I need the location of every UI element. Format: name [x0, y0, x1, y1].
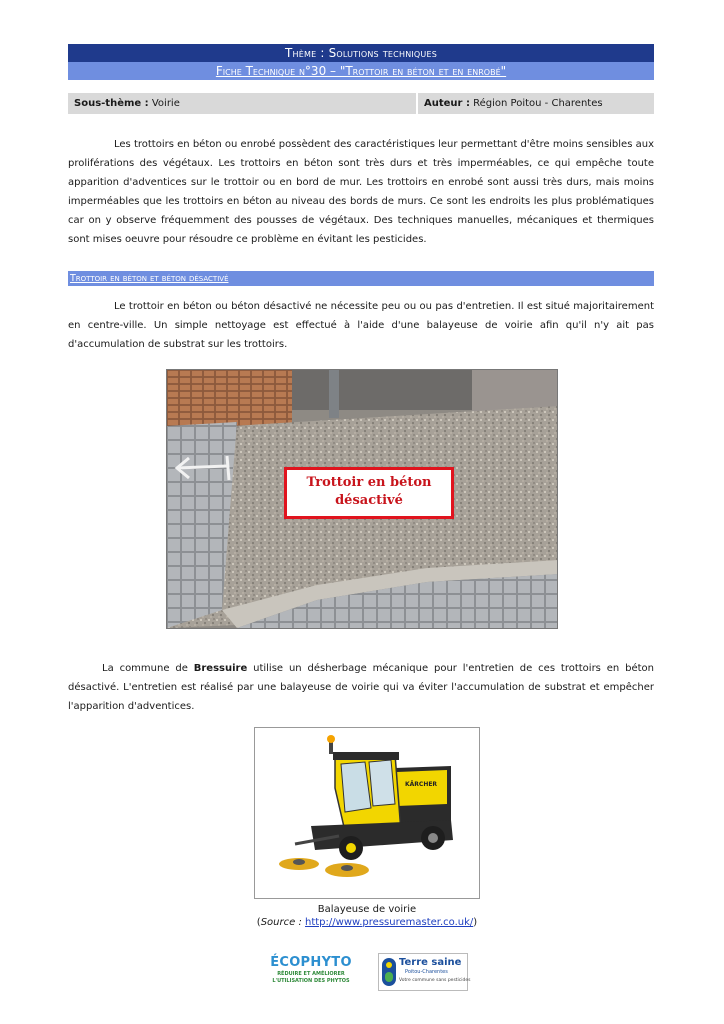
- photo-label-line2: désactivé: [335, 493, 403, 508]
- document-fiche-bar: [68, 62, 654, 80]
- theme-title: Thème : Solutions techniques: [284, 46, 438, 60]
- sous-theme-cell: [68, 93, 416, 114]
- ecophyto-wordmark: ÉCOPHYTO: [270, 955, 352, 970]
- sidewalk-photo: [166, 369, 558, 629]
- sous-theme-label: Sous-thème :: [74, 98, 149, 109]
- ecophyto-tagline-1: RÉDUIRE ET AMÉLIORER: [277, 971, 345, 977]
- source-label: Source :: [260, 917, 305, 928]
- section-paragraph: Le trottoir en béton ou béton désactivé ne nécessite peu ou ou pas d'entretien. Il est situé majoritairement en centre-ville. Un simple nettoyage est effectué à l'aide d'une balayeuse de voirie afin qu'il n'y ait pas d'accumulation de substrat sur les trottoirs.: [68, 301, 654, 350]
- photo-label-box: [284, 467, 454, 519]
- terre-saine-tagline: Votre commune sans pesticides: [399, 978, 471, 983]
- photo-label-line1: Trottoir en béton: [306, 475, 432, 490]
- bressuire-suffix: utilise un désherbage mécanique pour l'entretien de ces trottoirs en béton désactivé. L'entretien est réalisé par une balayeuse de voirie qui va éviter l'accumulation de substrat et empêcher l'apparition d'adventices.: [68, 663, 654, 712]
- auteur-value: Région Poitou - Charentes: [473, 98, 603, 109]
- ecophyto-tagline-2: L'UTILISATION DES PHYTOS: [272, 978, 350, 984]
- section-header: [68, 271, 654, 286]
- terre-saine-logo: [378, 953, 471, 991]
- ecophyto-logo: [265, 955, 357, 991]
- source-link[interactable]: http://www.pressuremaster.co.uk/: [305, 917, 474, 928]
- figure-source: (Source : http://www.pressuremaster.co.uk/): [256, 917, 478, 928]
- sweeper-photo: [254, 727, 480, 899]
- document-theme-bar: [68, 44, 654, 62]
- figure-caption: Balayeuse de voirie: [317, 904, 417, 915]
- terre-saine-title: Terre saine: [399, 957, 462, 968]
- bressuire-prefix: La commune de: [102, 663, 194, 674]
- auteur-label: Auteur :: [424, 98, 470, 109]
- section-title: Trottoir en béton et béton désactivé: [70, 273, 229, 284]
- intro-paragraph: Les trottoirs en béton ou enrobé possèdent des caractéristiques leur permettant d'être moins sensibles aux proliférations des végétaux. Les trottoirs en béton sont très durs et très imperméables, ce qui empêche toute apparition d'adventices sur le trottoir ou en bord de mur. Les trottoirs en enrobé sont aussi très durs, mais moins imperméables que les trottoirs en béton au niveau des bords de murs. Ce sont les endroits les plus problématiques car on y observe fréquemment des pousses de végétaux. Des techniques manuelles, mécaniques et thermiques sont mises oeuvre pour résoudre ce problème en évitant les pesticides.: [68, 139, 654, 245]
- fiche-title: Fiche Technique n°30 – "Trottoir en béton et en enrobé": [215, 64, 507, 78]
- bressuire-paragraph: [68, 659, 654, 716]
- terre-saine-subtitle: Poitou-Charentes: [405, 969, 448, 975]
- auteur-cell: [418, 93, 654, 114]
- sous-theme-value: Voirie: [151, 98, 180, 109]
- bressuire-town: Bressuire: [193, 663, 248, 674]
- machine-brand: KÄRCHER: [405, 781, 438, 788]
- sweeper-illustration: [255, 728, 479, 898]
- terre-saine-emblem-icon: [382, 958, 396, 986]
